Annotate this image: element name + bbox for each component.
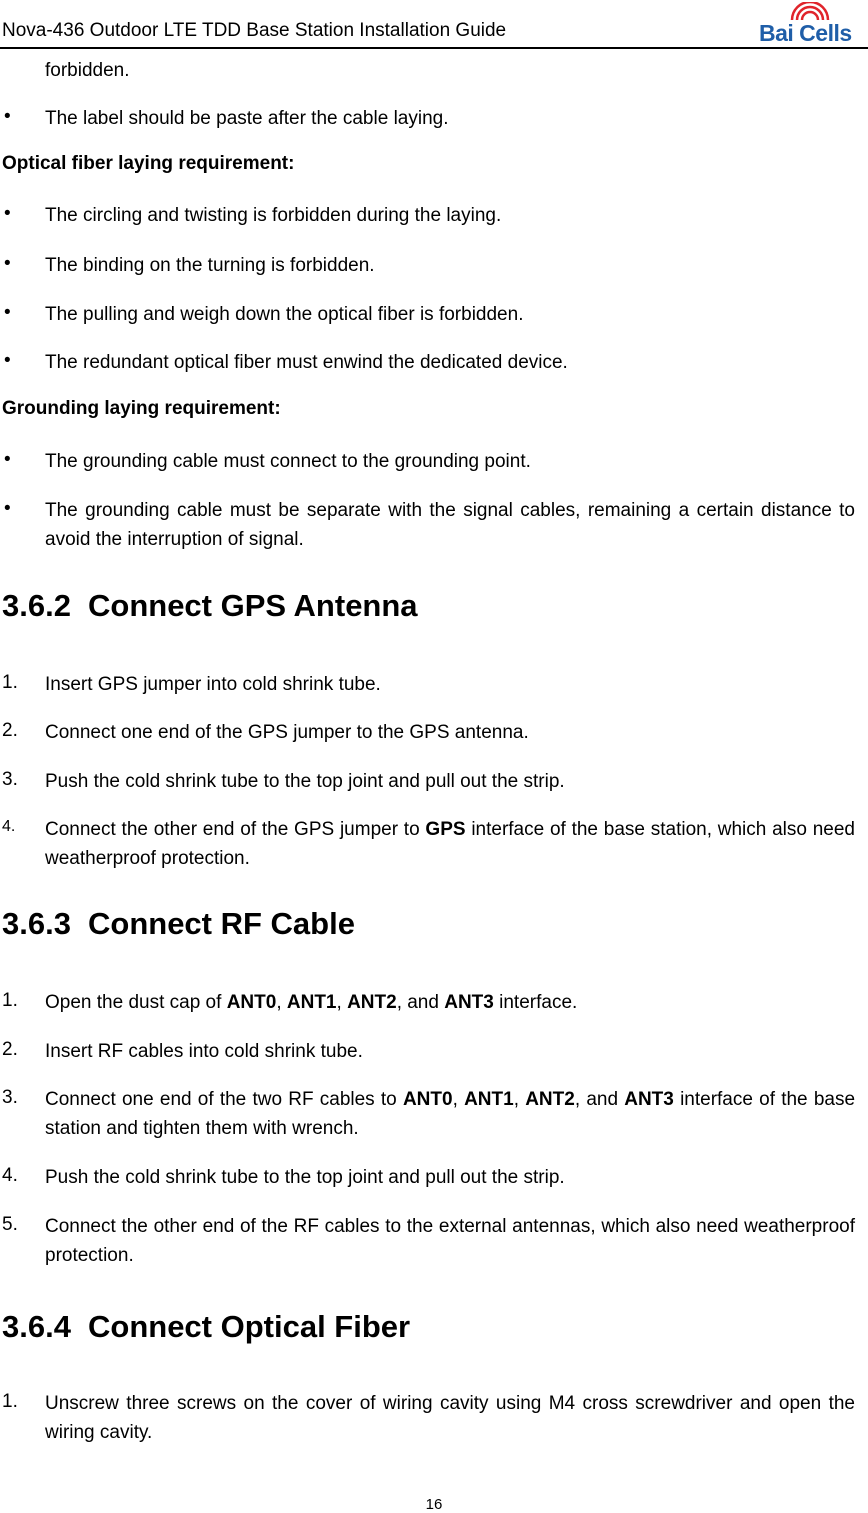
list-item: Connect one end of the GPS jumper to the GPS antenna.: [45, 722, 529, 743]
list-item: Push the cold shrink tube to the top joint and pull out the strip.: [45, 771, 565, 792]
document-title: Nova-436 Outdoor LTE TDD Base Station Installation Guide: [2, 20, 507, 41]
header-divider: [0, 47, 868, 49]
list-item: Unscrew three screws on the cover of wiring cavity using M4 cross screwdriver and open the wiring cavity.: [45, 1393, 855, 1443]
subheading-grounding: Grounding laying requirement:: [2, 398, 281, 419]
step-number: 5.: [2, 1214, 18, 1235]
section-heading-optical-fiber: [2, 1309, 410, 1345]
section-heading-rf: [2, 906, 355, 942]
bullet-icon: •: [4, 302, 11, 323]
continued-text: forbidden.: [45, 60, 130, 81]
page-number: 16: [425, 1496, 443, 1513]
list-item: The label should be paste after the cable laying.: [45, 108, 449, 129]
list-item: Connect the other end of the GPS jumper to GPS interface of the base station, which also need weatherproof protection.: [45, 819, 855, 869]
list-item: Open the dust cap of ANT0, ANT1, ANT2, and ANT3 interface.: [45, 992, 578, 1013]
list-item: Insert RF cables into cold shrink tube.: [45, 1041, 363, 1062]
list-item: Push the cold shrink tube to the top joint and pull out the strip.: [45, 1167, 565, 1188]
step-number: 1.: [2, 990, 18, 1011]
baicells-logo: [756, 2, 864, 46]
list-item: The redundant optical fiber must enwind the dedicated device.: [45, 352, 568, 373]
section-title: Connect RF Cable: [88, 906, 355, 941]
step-number: 2.: [2, 1039, 18, 1060]
step-number: 3.: [2, 1087, 18, 1108]
list-item: The binding on the turning is forbidden.: [45, 255, 375, 276]
section-number: 3.6.3: [2, 906, 71, 941]
list-item: The grounding cable must be separate with the signal cables, remaining a certain distance to avoid the interruption of signal.: [45, 500, 855, 550]
subheading-optical: Optical fiber laying requirement:: [2, 153, 295, 174]
logo-wordmark: Bai Cells: [759, 20, 852, 46]
step-number: 2.: [2, 720, 18, 741]
signal-waves-icon: [790, 2, 830, 22]
step-number: 4.: [2, 1165, 18, 1186]
bullet-icon: •: [4, 253, 11, 274]
section-number: 3.6.4: [2, 1309, 71, 1344]
list-item: Connect one end of the two RF cables to ANT0, ANT1, ANT2, and ANT3 interface of the base station and tighten them with wrench.: [45, 1089, 856, 1139]
section-number: 3.6.2: [2, 588, 71, 623]
step-number: 4.: [2, 818, 16, 835]
bullet-icon: •: [4, 203, 11, 224]
list-item: The pulling and weigh down the optical fiber is forbidden.: [45, 304, 524, 325]
section-title: Connect GPS Antenna: [88, 588, 418, 623]
list-item: Insert GPS jumper into cold shrink tube.: [45, 674, 381, 695]
section-title: Connect Optical Fiber: [88, 1309, 411, 1344]
page-header: [0, 0, 868, 50]
step-number: 1.: [2, 672, 18, 693]
list-item: Connect the other end of the RF cables to the external antennas, which also need weatherproof protection.: [45, 1216, 855, 1266]
bullet-icon: •: [4, 449, 11, 470]
step-number: 3.: [2, 769, 18, 790]
bullet-icon: •: [4, 498, 11, 519]
list-item: The circling and twisting is forbidden during the laying.: [45, 205, 502, 226]
list-item: The grounding cable must connect to the grounding point.: [45, 451, 531, 472]
bullet-icon: •: [4, 106, 11, 127]
bullet-icon: •: [4, 350, 11, 371]
step-number: 1.: [2, 1391, 18, 1412]
section-heading-gps: [2, 588, 418, 624]
